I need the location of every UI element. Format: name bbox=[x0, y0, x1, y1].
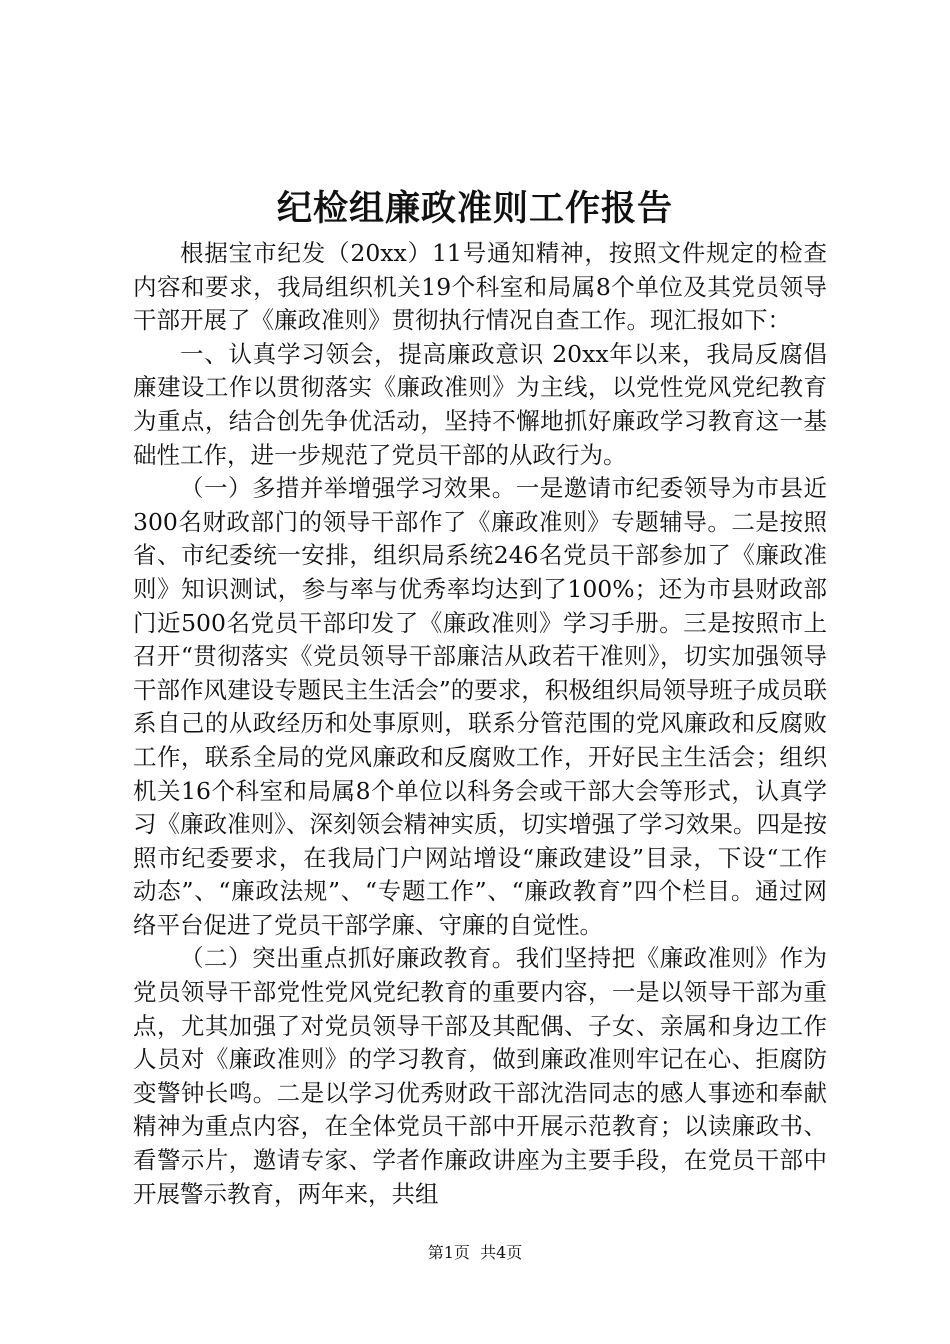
paragraph-subsection-2: （二）突出重点抓好廉政教育。我们坚持把《廉政准则》作为党员领导干部党性党风党纪教育的重要内容，一是以领导干部为重点，尤其加强了对党员领导干部及其配偶、子女、亲属和身边工作人员对《廉政准则》的学习教育，做到廉政准则牢记在心、拒腐防变警钟长鸣。二是以学习优秀财政干部沈浩同志的感人事迹和奉献精神为重点内容，在全体党员干部中开展示范教育；以读廉政书、看警示片，邀请专家、学者作廉政讲座为主要手段，在党员干部中开展警示教育，两年来，共组 bbox=[133, 944, 827, 1208]
total-pages: 4 bbox=[496, 1243, 507, 1262]
paragraph-intro: 根据宝市纪发（20xx）11号通知精神，按照文件规定的检查内容和要求，我局组织机关19个科室和局属8个单位及其党员领导干部开展了《廉政准则》贯彻执行情况自查工作。现汇报如下： bbox=[133, 239, 827, 335]
total-prefix: 共 bbox=[480, 1243, 497, 1262]
document-body bbox=[133, 237, 827, 1211]
page-prefix: 第 bbox=[427, 1243, 444, 1262]
page-suffix: 页 bbox=[453, 1243, 470, 1262]
total-suffix: 页 bbox=[506, 1243, 523, 1262]
page-footer bbox=[0, 1242, 950, 1264]
document-title: 纪检组廉政准则工作报告 bbox=[276, 188, 673, 229]
paragraph-subsection-1: （一）多措并举增强学习效果。一是邀请市纪委领导为市县近300名财政部门的领导干部作了《廉政准则》专题辅导。二是按照省、市纪委统一安排，组织局系统246名党员干部参加了《廉政准则》知识测试，参与率与优秀率均达到了100%；还为市县财政部门近500名党员干部印发了《廉政准则》学习手册。三是按照市上召开“贯彻落实《党员领导干部廉洁从政若干准则》，切实加强领导干部作风建设专题民主生活会”的要求，积极组织局领导班子成员联系自己的从政经历和处事原则，联系分管范围的党风廉政和反腐败工作，联系全局的党风廉政和反腐败工作，开好民主生活会；组织机关16个科室和局属8个单位以科务会或干部大会等形式，认真学习《廉政准则》、深刻领会精神实质，切实增强了学习效果。四是按照市纪委要求，在我局门户网站增设“廉政建设”目录，下设“工作动态”、“廉政法规”、“专题工作”、“廉政教育”四个栏目。通过网络平台促进了党员干部学廉、守廉的自觉性。 bbox=[133, 474, 827, 939]
page-number: 1 bbox=[443, 1243, 454, 1262]
paragraph-section-1: 一、认真学习领会，提高廉政意识 20xx年以来，我局反腐倡廉建设工作以贯彻落实《廉政准则》为主线，以党性党风党纪教育为重点，结合创先争优活动，坚持不懈地抓好廉政学习教育这一基础性工作，进一步规范了党员干部的从政行为。 bbox=[133, 339, 827, 469]
